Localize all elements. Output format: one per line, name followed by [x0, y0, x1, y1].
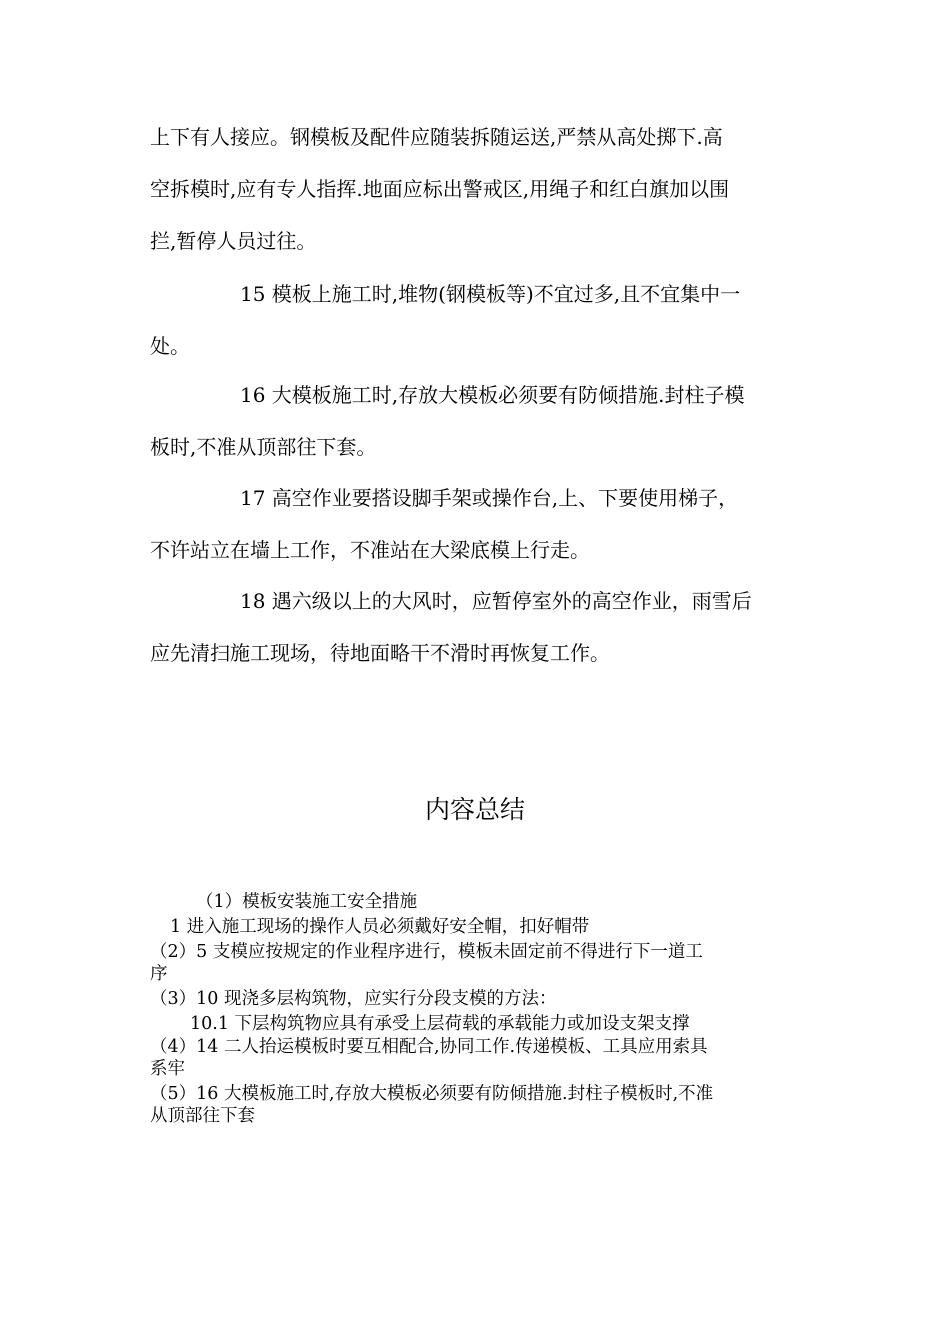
summary-line: （3）10 现浇多层构筑物，应实行分段支模的方法：	[150, 989, 557, 1009]
summary-line: （4）14 二人抬运模板时要互相配合,协同工作.传递模板、工具应用索具	[150, 1037, 708, 1057]
paragraph-line: 18 遇六级以上的大风时，应暂停室外的高空作业，雨雪后	[240, 589, 752, 613]
summary-line: 1 进入施工现场的操作人员必须戴好安全帽，扣好帽带	[170, 917, 590, 937]
summary-line: 序	[150, 964, 168, 984]
summary-line: （1）模板安装施工安全措施	[196, 892, 418, 912]
paragraph-line: 17 高空作业要搭设脚手架或操作台,上、下要使用梯子，	[240, 486, 739, 510]
paragraph-line: 15 模板上施工时,堆物(钢模板等)不宜过多,且不宜集中一	[240, 282, 741, 306]
paragraph-line: 上下有人接应。钢模板及配件应随装拆随运送,严禁从高处掷下.高	[150, 125, 723, 149]
paragraph-line: 拦,暂停人员过往。	[150, 229, 317, 253]
summary-line: 10.1 下层构筑物应具有承受上层荷载的承载能力或加设支架支撑	[190, 1014, 690, 1034]
summary-line: 从顶部往下套	[150, 1106, 255, 1126]
paragraph-line: 空拆模时,应有专人指挥.地面应标出警戒区,用绳子和红白旗加以围	[150, 177, 730, 201]
summary-line: 系牢	[150, 1059, 185, 1079]
paragraph-line: 应先清扫施工现场，待地面略干不滑时再恢复工作。	[150, 641, 610, 665]
summary-line: （2）5 支模应按规定的作业程序进行，模板未固定前不得进行下一道工	[150, 942, 703, 962]
summary-heading: 内容总结	[424, 795, 525, 824]
paragraph-line: 不许站立在墙上工作，不准站在大梁底模上行走。	[150, 538, 590, 562]
paragraph-line: 处。	[150, 334, 190, 358]
paragraph-line: 板时,不准从顶部往下套。	[150, 435, 377, 459]
summary-line: （5）16 大模板施工时,存放大模板必须要有防倾措施.封柱子模板时,不准	[150, 1084, 714, 1104]
paragraph-line: 16 大模板施工时,存放大模板必须要有防倾措施.封柱子模	[240, 383, 745, 407]
